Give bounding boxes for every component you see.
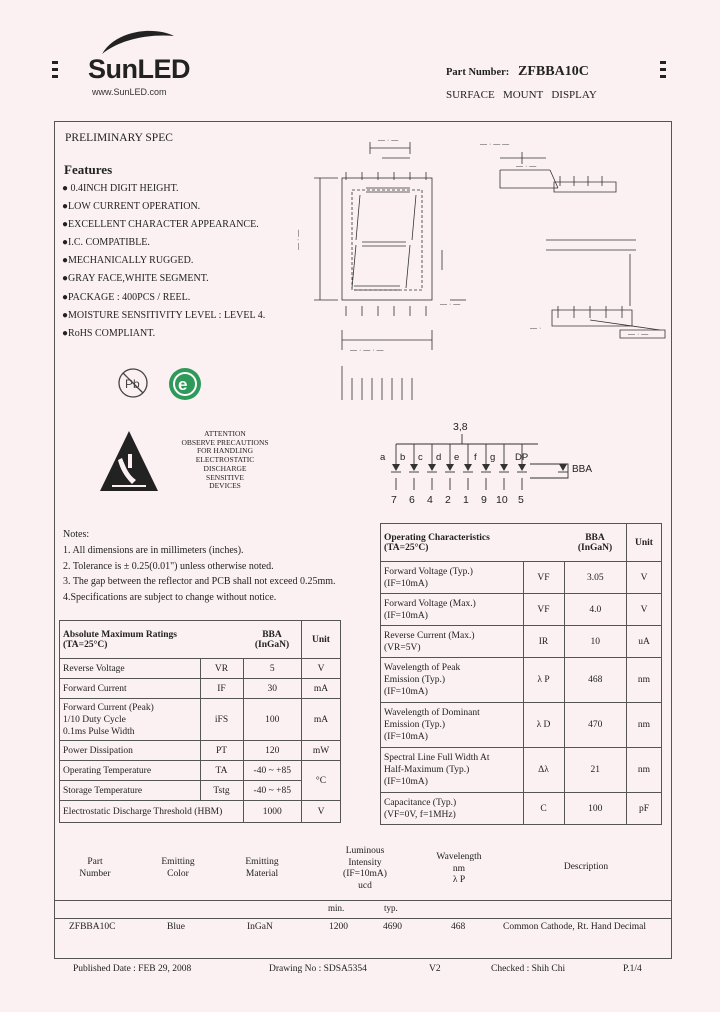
note-item: 2. Tolerance is ± 0.25(0.01") unless otherwise noted. xyxy=(63,560,274,572)
product-row xyxy=(55,922,671,938)
header-mark-right-1 xyxy=(660,61,666,64)
feature-item: ●I.C. COMPATIBLE. xyxy=(62,237,150,249)
feature-item: ●PACKAGE : 400PCS / REEL. xyxy=(62,291,191,303)
note-item: 3. The gap between the reflector and PCB shall not exceed 0.25mm. xyxy=(63,576,336,588)
table-row: Forward Voltage (Max.) (IF=10mA) VF 4.0 V xyxy=(381,594,662,626)
attention-line: OBSERVE PRECAUTIONS xyxy=(181,437,269,447)
pin-label: 10 xyxy=(496,494,508,506)
part-number-label: Part Number: xyxy=(446,67,510,78)
pin-label: 9 xyxy=(481,494,487,506)
features-list xyxy=(62,180,265,343)
product-table-bottom-line xyxy=(55,918,671,919)
feature-item: ●LOW CURRENT OPERATION. xyxy=(62,201,201,213)
attention-line: ELECTROSTATIC xyxy=(195,455,255,465)
part-number-value: ZFBBA10C xyxy=(518,64,589,79)
table-row: Electrostatic Discharge Threshold (HBM) 1000 V xyxy=(60,801,341,823)
header-mark-left-2 xyxy=(52,68,58,71)
product-header: Emitting Material xyxy=(245,857,279,879)
product-color: Blue xyxy=(167,922,185,932)
feature-item: ●RoHS COMPLIANT. xyxy=(62,327,156,339)
features-title: Features xyxy=(64,162,113,177)
svg-text:— · —: — · — xyxy=(516,163,537,170)
package-dimension-drawing xyxy=(290,130,670,410)
checked-by: Checked : Shih Chi xyxy=(491,964,566,974)
circuit-segment-labels xyxy=(378,452,598,466)
table-row: Wavelength of Peak Emission (Typ.) (IF=10mA) λ P 468 nm xyxy=(381,658,662,703)
product-table-top-line xyxy=(55,900,671,901)
svg-text:— · — · —: — · — · — xyxy=(350,347,384,354)
table-row: Reverse Voltage VR 5 V xyxy=(60,659,341,679)
segment-label: c xyxy=(418,452,423,463)
notes-title: Notes: xyxy=(63,529,90,540)
pin-label: 1 xyxy=(463,494,469,506)
feature-item: ●MECHANICALLY RUGGED. xyxy=(62,255,194,267)
svg-text:— · — —: — · — — xyxy=(480,141,510,148)
drawing-number: Drawing No : SDSA5354 xyxy=(269,964,367,974)
op-char-title-cell xyxy=(381,524,565,562)
product-part: ZFBBA10C xyxy=(69,922,116,932)
abs-max-title-cell xyxy=(60,621,244,659)
product-wavelength: 468 xyxy=(451,922,466,932)
product-header: Description xyxy=(563,862,609,872)
header-mark-left-1 xyxy=(52,61,58,64)
product-header: Emitting Color xyxy=(161,857,195,879)
table-row: Spectral Line Full Width At Half-Maximum (Typ.) (IF=10mA) Δλ 21 nm xyxy=(381,748,662,793)
svg-text:Pb: Pb xyxy=(125,377,140,391)
product-header: Part Number xyxy=(79,857,111,879)
pb-free-icon xyxy=(116,366,150,400)
notes xyxy=(63,527,336,606)
segment-label: g xyxy=(490,452,496,463)
note-item: 4.Specifications are subject to change without notice. xyxy=(63,592,277,604)
abs-max-title: Absolute Maximum Ratings xyxy=(63,629,178,640)
product-typ: 4690 xyxy=(383,922,402,932)
circuit-pin-labels xyxy=(378,494,598,508)
note-item: 1. All dimensions are in millimeters (inches). xyxy=(63,544,244,556)
product-header: Wavelength nm λ P xyxy=(436,852,482,885)
spec-title: PRELIMINARY SPEC xyxy=(65,132,173,144)
attention-line: DISCHARGE xyxy=(203,463,247,473)
product-headers xyxy=(55,846,671,896)
table-row: Forward Current (Peak) 1/10 Duty Cycle 0.1ms Pulse Width iFS 100 mA xyxy=(60,699,341,741)
abs-max-col-header: BBA (InGaN) xyxy=(243,621,302,659)
table-row: Forward Current IF 30 mA xyxy=(60,679,341,699)
svg-text:— · —: — · — xyxy=(628,331,649,338)
subtitle: SURFACE MOUNT DISPLAY xyxy=(446,89,597,101)
pin-label: 4 xyxy=(427,494,433,506)
header-mark-right-3 xyxy=(660,75,666,78)
segment-label: e xyxy=(454,452,460,463)
svg-text:— ·: — · xyxy=(530,325,542,332)
op-char-unit-header: Unit xyxy=(627,524,662,562)
table-row: Power Dissipation PT 120 mW xyxy=(60,741,341,761)
feature-item: ●EXCELLENT CHARACTER APPEARANCE. xyxy=(62,219,259,231)
table-row: Wavelength of Dominant Emission (Typ.) (IF=10mA) λ D 470 nm xyxy=(381,703,662,748)
sunled-logo: SunLED xyxy=(88,54,190,84)
pin-label: 7 xyxy=(391,494,397,506)
svg-text:e: e xyxy=(178,375,188,394)
esd-warning-icon xyxy=(98,428,160,494)
attention-line: FOR HANDLING xyxy=(196,446,254,456)
svg-text:— · —: — · — xyxy=(440,301,461,308)
op-char-title: Operating Characteristics xyxy=(384,532,490,543)
table-row: Operating Temperature TA -40 ~ +85 °C xyxy=(60,761,341,781)
op-char-col-header: BBA (InGaN) xyxy=(564,524,627,562)
header-mark-right-2 xyxy=(660,68,666,71)
pin-label: 6 xyxy=(409,494,415,506)
segment-label: d xyxy=(436,452,442,463)
feature-item: ● 0.4INCH DIGIT HEIGHT. xyxy=(62,183,179,194)
feature-item: ●GRAY FACE,WHITE SEGMENT. xyxy=(62,273,209,285)
segment-label: b xyxy=(400,452,406,463)
footer xyxy=(55,964,671,978)
part-number-line xyxy=(446,64,589,80)
abs-max-cond: (TA=25°C) xyxy=(63,639,108,650)
product-description: Common Cathode, Rt. Hand Decimal xyxy=(503,922,647,932)
table-row: Forward Voltage (Typ.) (IF=10mA) VF 3.05 V xyxy=(381,562,662,594)
table-row: Capacitance (Typ.) (VF=0V, f=1MHz) C 100 pF xyxy=(381,793,662,825)
pin-label: 2 xyxy=(445,494,451,506)
rohs-e-icon xyxy=(167,366,203,402)
segment-label: a xyxy=(380,452,386,463)
product-material: InGaN xyxy=(247,922,273,932)
logo-url[interactable]: www.SunLED.com xyxy=(92,87,167,97)
circuit-common-pin: 3,8 xyxy=(453,421,468,433)
sunled-logo-arc-icon xyxy=(98,26,178,56)
op-char-cond: (TA=25°C) xyxy=(384,542,429,553)
svg-text:— · —: — · — xyxy=(295,229,302,250)
feature-item: ●MOISTURE SENSITIVITY LEVEL : LEVEL 4. xyxy=(62,309,266,321)
page-number: P.1/4 xyxy=(623,964,642,974)
product-sub-typ: typ. xyxy=(384,903,398,913)
svg-text:— · —: — · — xyxy=(378,137,399,144)
attention-text xyxy=(170,430,280,491)
segment-label: f xyxy=(474,452,477,463)
operating-characteristics-table xyxy=(380,523,662,825)
attention-line: ATTENTION xyxy=(204,429,246,438)
pin-label: 5 xyxy=(518,494,524,506)
product-header: Luminous Intensity (IF=10mA) ucd xyxy=(343,846,387,891)
product-min: 1200 xyxy=(329,922,348,932)
version: V2 xyxy=(429,964,441,974)
published-date: Published Date : FEB 29, 2008 xyxy=(73,964,192,974)
absolute-max-ratings-table xyxy=(59,620,341,823)
circuit-label: BBA xyxy=(572,464,593,475)
segment-label: DP xyxy=(515,452,529,463)
abs-max-unit-header: Unit xyxy=(302,621,341,659)
table-row: Storage Temperature Tstg -40 ~ +85 xyxy=(60,781,341,801)
attention-line: DEVICES xyxy=(209,481,241,491)
product-sub-min: min. xyxy=(328,903,345,913)
header-mark-left-3 xyxy=(52,75,58,78)
table-row: Reverse Current (Max.) (VR=5V) IR 10 uA xyxy=(381,626,662,658)
attention-line: SENSITIVE xyxy=(206,472,244,482)
